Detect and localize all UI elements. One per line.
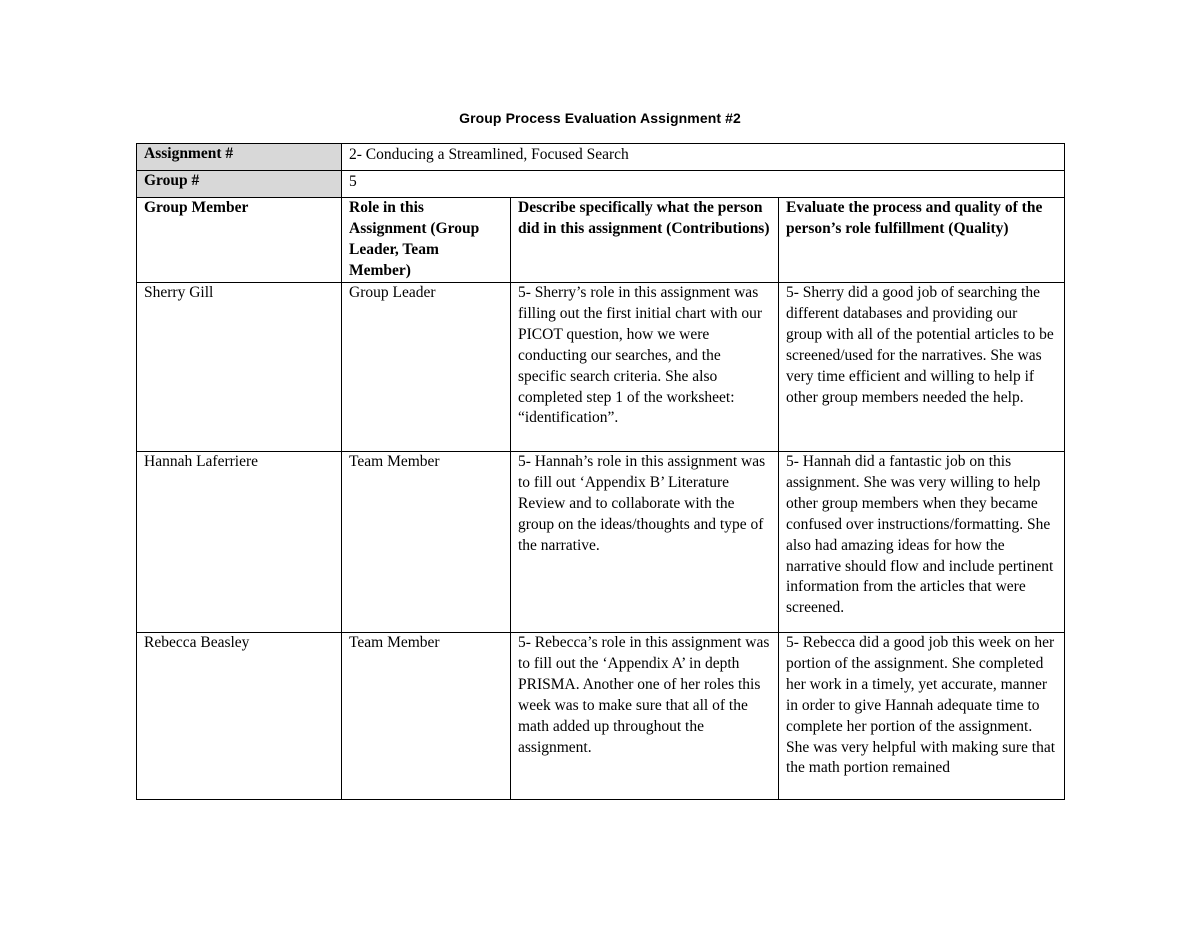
column-header-row [137,198,1065,283]
column-header-role: Role in this Assignment (Group Leader, Team Member) [342,198,511,283]
group-value: 5 [342,171,1065,198]
column-header-quality: Evaluate the process and quality of the person’s role fulfillment (Quality) [779,198,1065,283]
member-quality: 5- Sherry did a good job of searching the different databases and providing our group with all of the potential articles to be screened/used for the narratives. She was very time efficient and willing to help if other group members needed the help. [779,283,1065,452]
member-quality: 5- Hannah did a fantastic job on this assignment. She was very willing to help other group members when they became confused over instructions/formatting. She also had amazing ideas for how the narrative should flow and include pertinent information from the articles that were screened. [779,452,1065,633]
evaluation-table [136,143,1065,800]
table-row [137,452,1065,633]
member-role: Team Member [342,452,511,633]
member-quality: 5- Rebecca did a good job this week on her portion of the assignment. She completed her work in a timely, yet accurate, manner in order to give Hannah adequate time to complete her portion of the assignment. She was very helpful with making sure that the math portion remained [779,633,1065,800]
member-role: Group Leader [342,283,511,452]
table-row [137,633,1065,800]
table-row [137,283,1065,452]
member-role: Team Member [342,633,511,800]
assignment-value: 2- Conducing a Streamlined, Focused Search [342,144,1065,171]
assignment-row [137,144,1065,171]
member-contribution: 5- Hannah’s role in this assignment was to fill out ‘Appendix B’ Literature Review and to collaborate with the group on the ideas/thoughts and type of the narrative. [511,452,779,633]
member-name: Sherry Gill [137,283,342,452]
assignment-label: Assignment # [137,144,342,171]
member-name: Rebecca Beasley [137,633,342,800]
member-name: Hannah Laferriere [137,452,342,633]
member-contribution: 5- Rebecca’s role in this assignment was to fill out the ‘Appendix A’ in depth PRISMA. Another one of her roles this week was to make sure that all of the math added up throughout the assignment. [511,633,779,800]
column-header-member: Group Member [137,198,342,283]
document-title: Group Process Evaluation Assignment #2 [459,110,741,126]
group-label: Group # [137,171,342,198]
column-header-contribution: Describe specifically what the person did in this assignment (Contributions) [511,198,779,283]
group-row [137,171,1065,198]
member-contribution: 5- Sherry’s role in this assignment was filling out the first initial chart with our PICOT question, how we were conducting our searches, and the specific search criteria. She also completed step 1 of the worksheet: “identification”. [511,283,779,452]
